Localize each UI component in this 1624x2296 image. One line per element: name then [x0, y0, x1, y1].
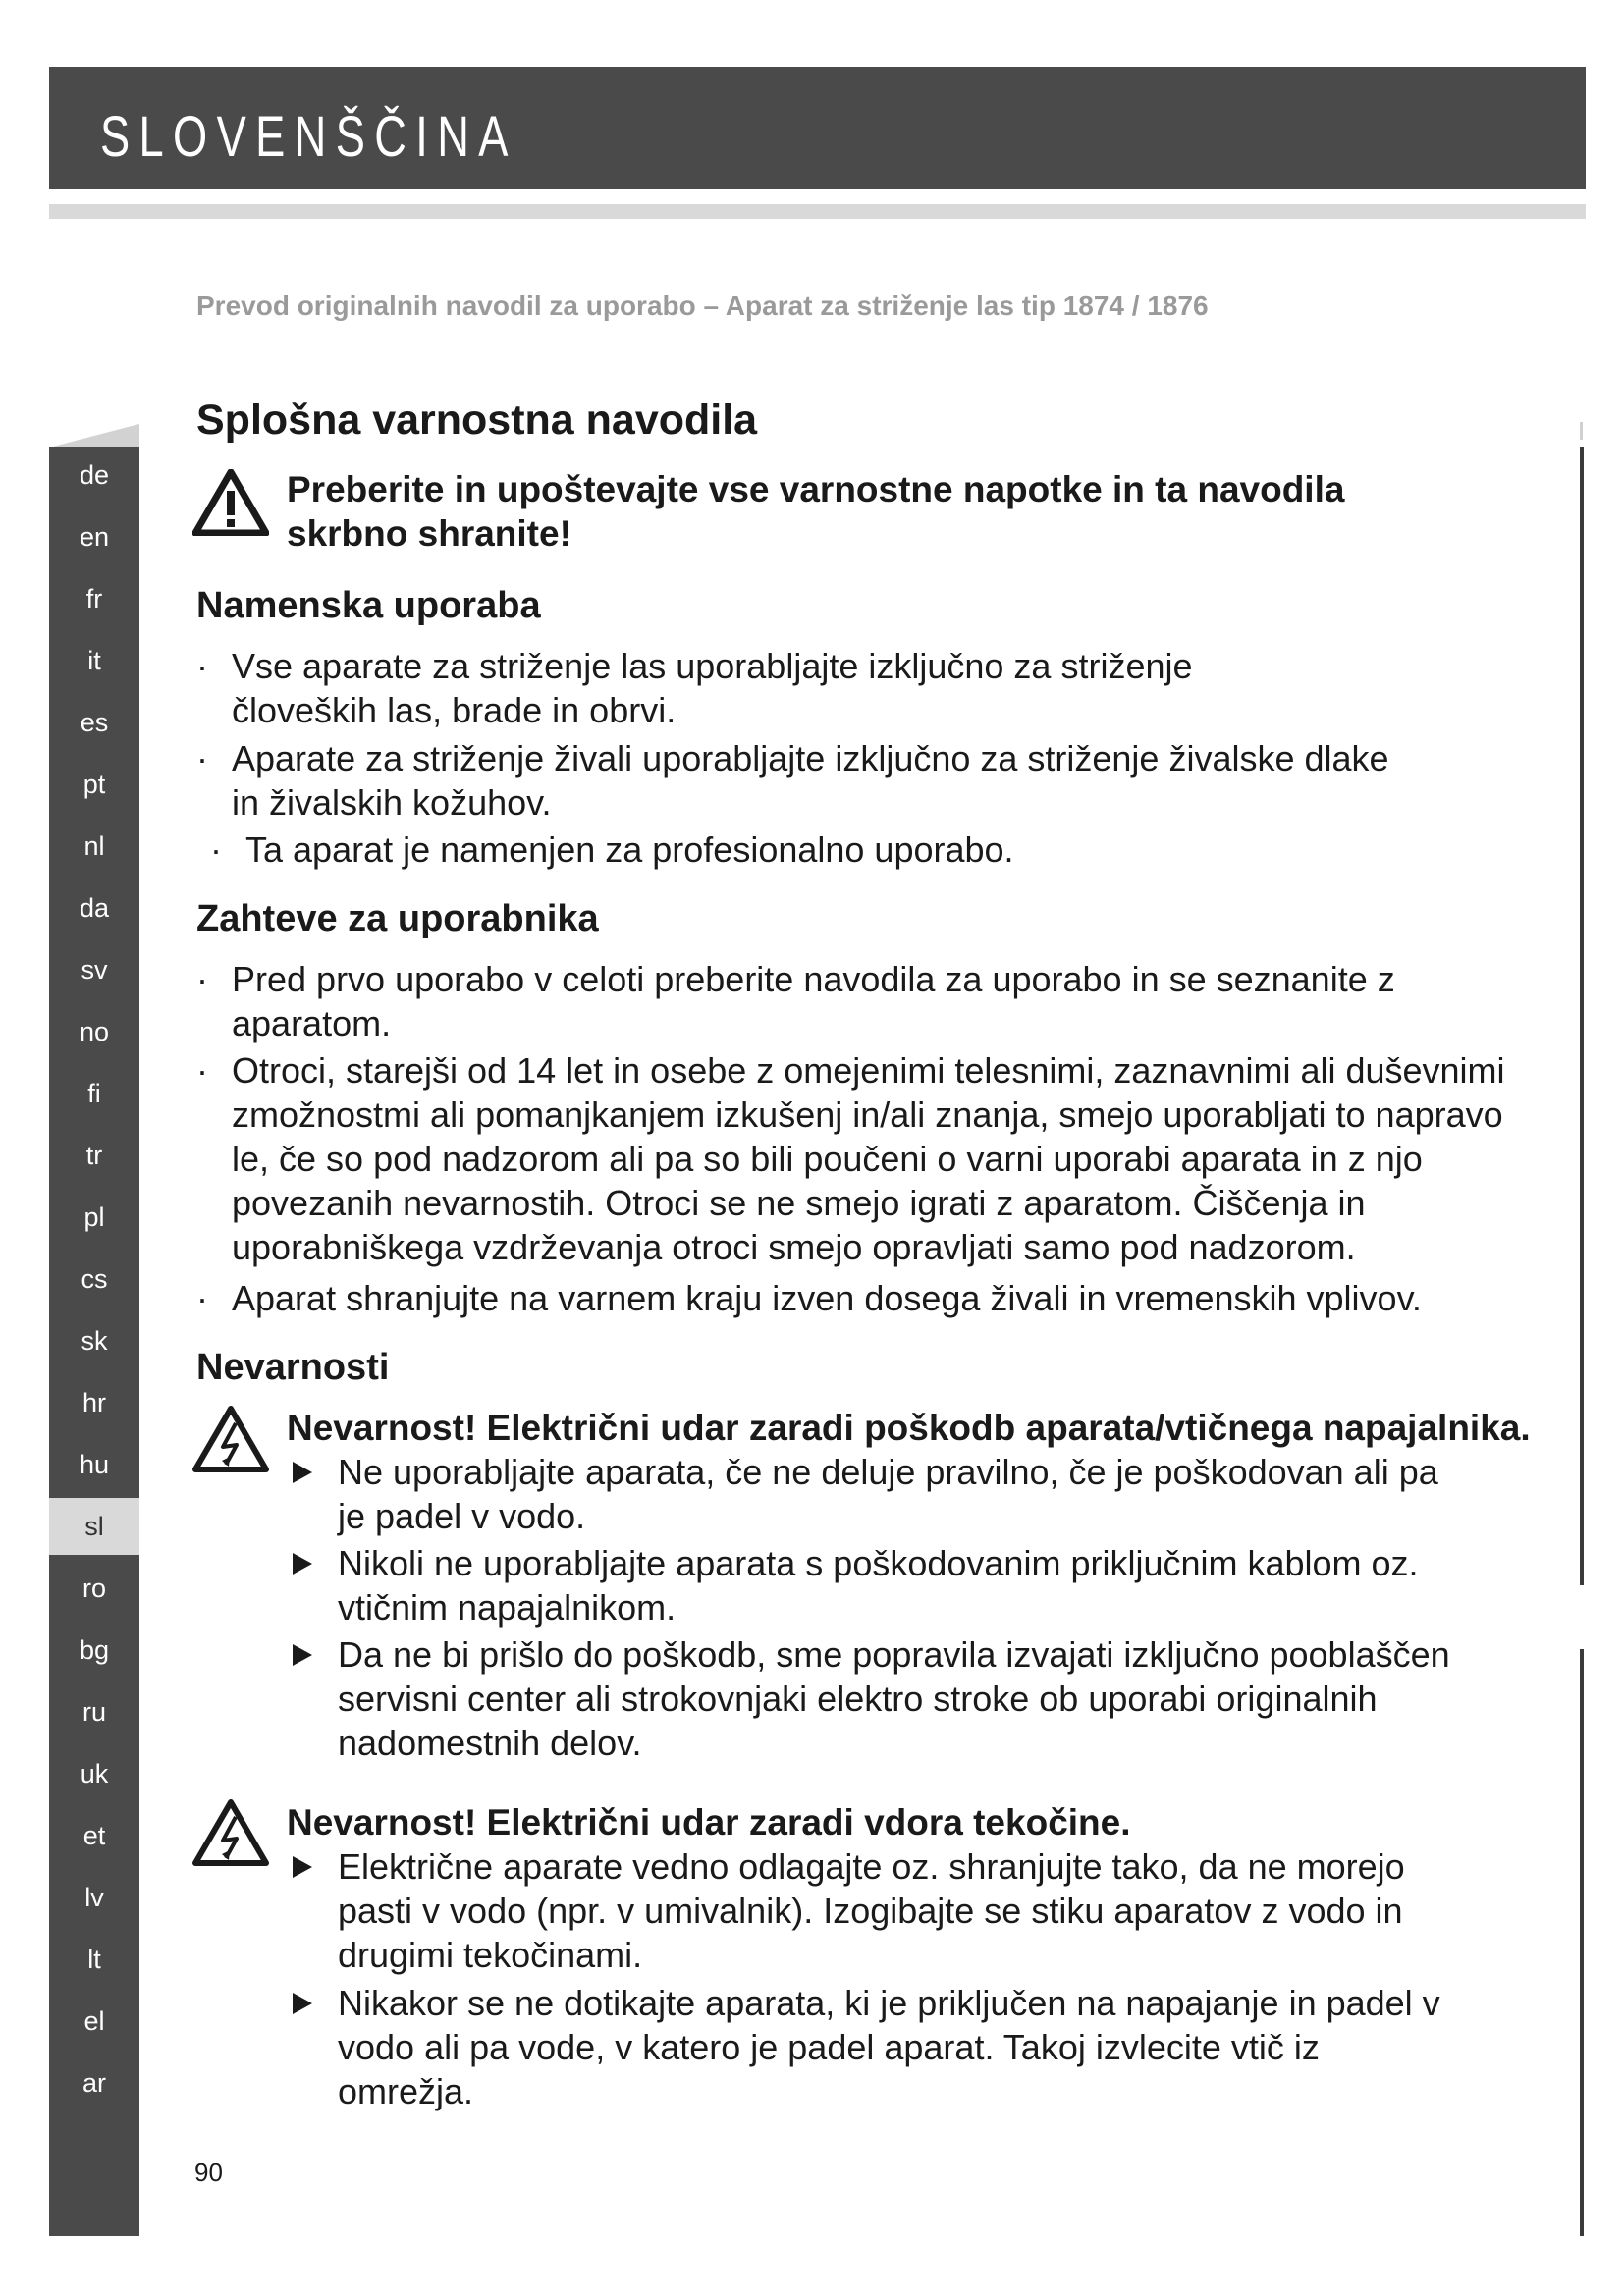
sidebar-lang-et[interactable]: et	[82, 1821, 106, 1850]
sidebar-lang-ar[interactable]: ar	[81, 2068, 106, 2098]
language-title: SLOVENŠČINA	[100, 105, 517, 169]
document-subtitle: Prevod originalnih navodil za uporabo – Aparat za striženje las tip 1874 / 1876	[196, 291, 1209, 321]
arrow-bullet-icon	[293, 1993, 312, 2014]
right-margin-rule	[1580, 422, 1583, 440]
header-divider	[49, 204, 1586, 219]
sidebar-lang-sl-active[interactable]: sl	[49, 1498, 139, 1555]
page-number: 90	[194, 2158, 223, 2187]
bullet-dot-icon: ·	[196, 1050, 208, 1091]
general-safety-warning: Preberite in upoštevajte vse varnostne napotke in ta navodila skrbno shranite!	[287, 469, 1345, 554]
sidebar-taper	[49, 424, 139, 448]
sidebar-lang-de[interactable]: de	[79, 460, 110, 490]
warning-triangle-icon	[192, 469, 269, 536]
sidebar-lang-fi[interactable]: fi	[87, 1079, 101, 1108]
sidebar-lang-el[interactable]: el	[83, 2006, 105, 2036]
sidebar-lang-fr[interactable]: fr	[85, 584, 103, 614]
sidebar-lang-lv[interactable]: lv	[84, 1883, 104, 1912]
bullet-dot-icon: ·	[196, 1278, 208, 1318]
section-title-intended-use: Namenska uporaba	[196, 585, 541, 626]
sidebar-lang-pl[interactable]: pl	[83, 1202, 105, 1232]
language-sidebar	[49, 447, 139, 2236]
sidebar-lang-ro[interactable]: ro	[81, 1574, 106, 1603]
sidebar-lang-uk[interactable]: uk	[80, 1759, 109, 1789]
hazard-title-damage: Nevarnost! Električni udar zaradi poškodb aparata/vtičnega napajalnika.	[287, 1408, 1531, 1448]
bullet-dot-icon: ·	[196, 738, 208, 778]
sidebar-lang-nl[interactable]: nl	[83, 831, 105, 861]
sidebar-lang-da[interactable]: da	[79, 893, 110, 923]
bullet-dot-icon: ·	[196, 646, 208, 686]
section-title-user-requirements: Zahteve za uporabnika	[196, 898, 599, 939]
sidebar-lang-en[interactable]: en	[79, 522, 110, 552]
arrow-bullet-icon	[293, 1644, 312, 1666]
sidebar-lang-sv[interactable]: sv	[81, 955, 108, 985]
bullet-dot-icon: ·	[210, 829, 222, 870]
sidebar-lang-pt[interactable]: pt	[82, 770, 106, 799]
arrow-bullet-icon	[293, 1462, 312, 1483]
section-title-general-safety: Splošna varnostna navodila	[196, 397, 758, 444]
sidebar-lang-it[interactable]: it	[87, 646, 101, 675]
arrow-bullet-icon	[293, 1856, 312, 1878]
right-margin-rule	[1580, 1649, 1584, 2236]
sidebar-lang-es[interactable]: es	[80, 708, 109, 737]
arrow-bullet-icon	[293, 1553, 312, 1575]
language-header-bar	[49, 67, 1586, 189]
bullet-dot-icon: ·	[196, 959, 208, 999]
sidebar-lang-ru[interactable]: ru	[81, 1697, 106, 1727]
sidebar-lang-cs[interactable]: cs	[81, 1264, 108, 1294]
sidebar-lang-tr[interactable]: tr	[85, 1141, 103, 1170]
sidebar-lang-lt[interactable]: lt	[87, 1945, 101, 1974]
electric-hazard-icon	[192, 1406, 269, 1472]
sidebar-lang-no[interactable]: no	[79, 1017, 110, 1046]
hazard-title-liquid: Nevarnost! Električni udar zaradi vdora tekočine.	[287, 1802, 1131, 1842]
sidebar-lang-sk[interactable]: sk	[81, 1326, 108, 1356]
sidebar-lang-hu[interactable]: hu	[79, 1450, 110, 1479]
right-margin-rule	[1580, 447, 1584, 1585]
sidebar-lang-hr[interactable]: hr	[81, 1388, 106, 1417]
section-title-hazards: Nevarnosti	[196, 1347, 390, 1388]
sidebar-lang-bg[interactable]: bg	[79, 1635, 110, 1665]
electric-hazard-icon	[192, 1799, 269, 1866]
